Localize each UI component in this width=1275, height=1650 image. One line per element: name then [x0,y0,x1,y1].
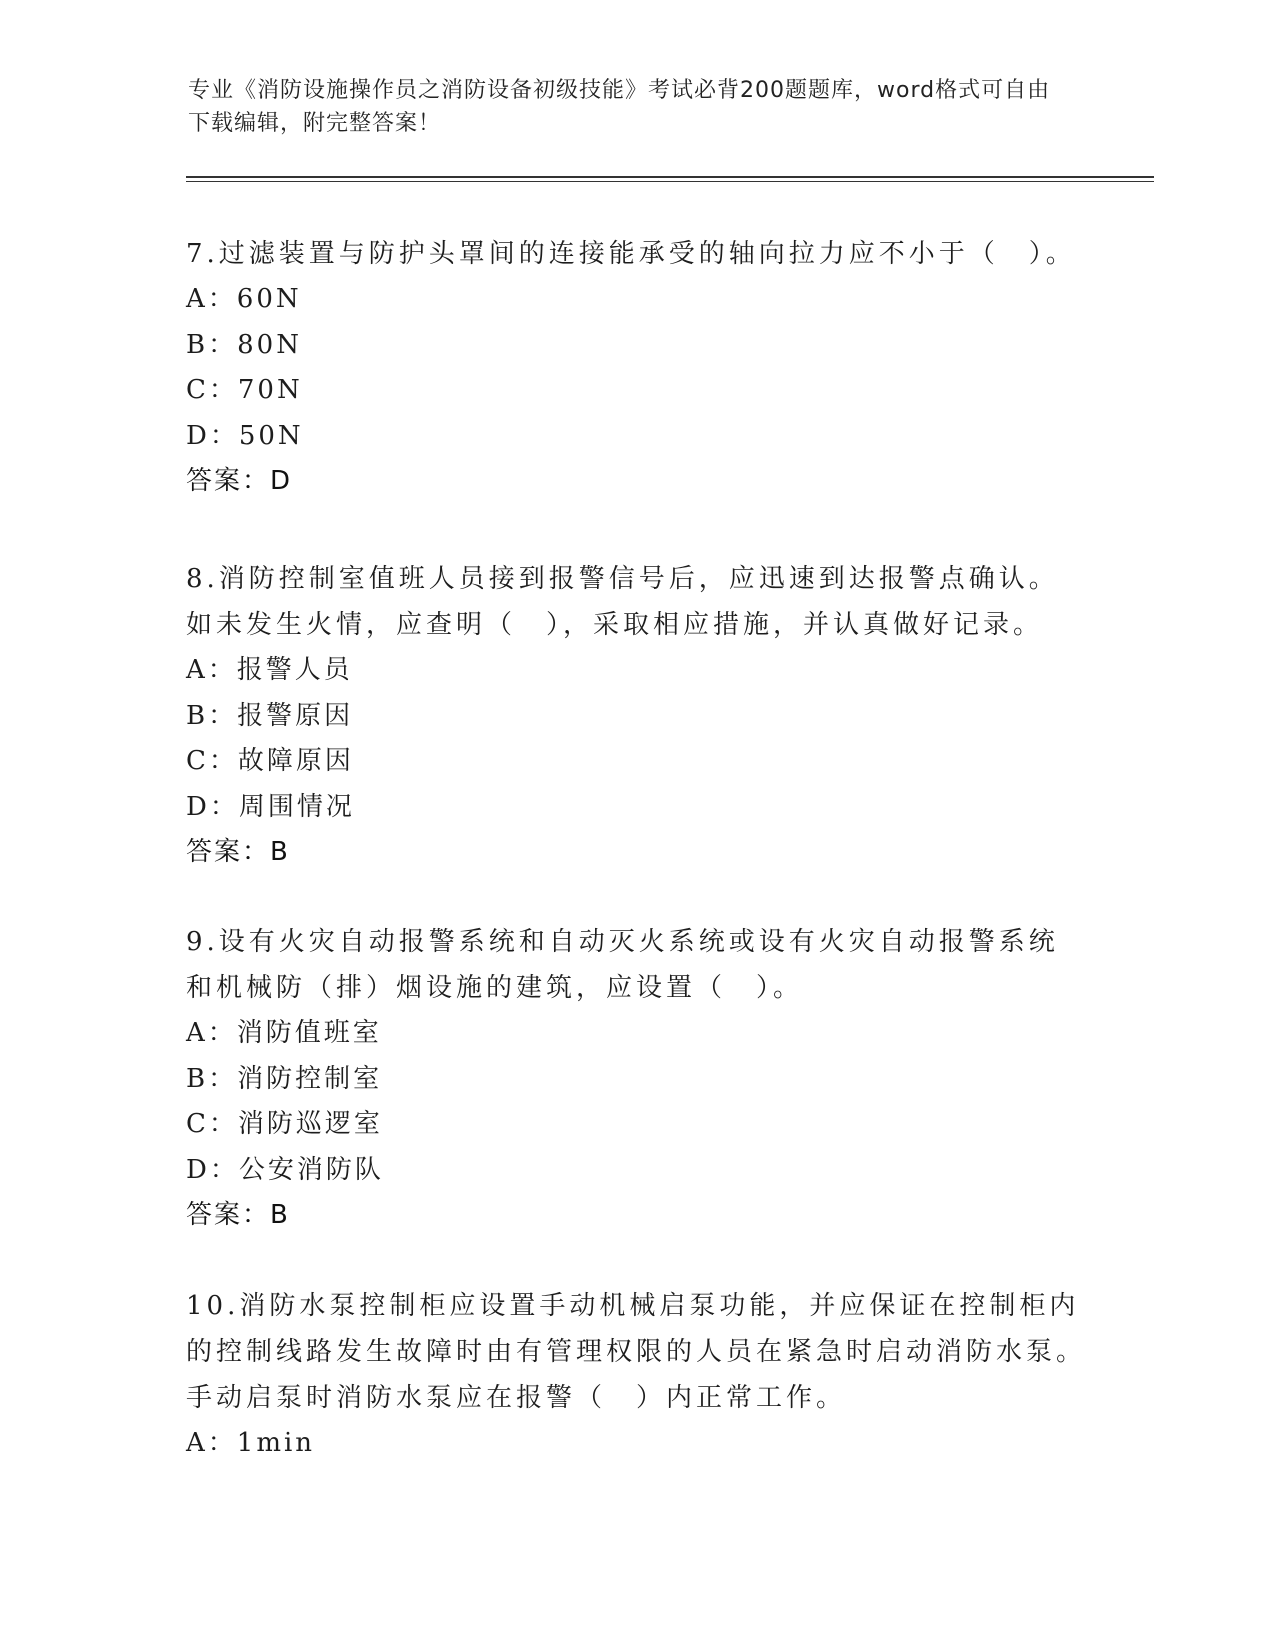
question-10 [186,1283,1086,1467]
question-stem: 10.消防水泵控制柜应设置手动机械启泵功能，并应保证在控制柜内的控制线路发生故障时由有管理权限的人员在紧急时启动消防水泵。手动启泵时消防水泵应在报警（ ）内正常工作。 [186,1291,1087,1413]
question-stem: 9.设有火灾自动报警系统和自动灭火系统或设有火灾自动报警系统和机械防（排）烟设施的建筑，应设置（ ）。 [186,927,1059,1003]
question-stem: 7.过滤装置与防护头罩间的连接能承受的轴向拉力应不小于（ ）。 [186,239,1076,269]
option-c: C：70N [186,375,303,405]
answer-line: 答案：D [186,466,293,496]
option-a: A：报警人员 [186,655,353,685]
option-d: D：公安消防队 [186,1154,384,1185]
option-a: A：消防值班室 [186,1018,382,1048]
option-c: C：消防巡逻室 [186,1109,383,1139]
option-b: B：消防控制室 [186,1063,383,1094]
question-7 [186,231,1086,503]
question-stem: 8.消防控制室值班人员接到报警信号后，应迅速到达报警点确认。如未发生火情，应查明（ ），采取相应措施，并认真做好记录。 [186,564,1059,640]
header-divider-thick [186,176,1154,178]
option-d: D：周围情况 [186,791,355,822]
document-header: 专业《消防设施操作员之消防设备初级技能》考试必背200题题库，word格式可自由下载编辑，附完整答案！ [188,78,1051,136]
header-divider-thin [186,181,1154,182]
option-c: C：故障原因 [186,746,354,776]
answer-line: 答案：B [186,1200,290,1230]
question-9 [186,919,1086,1237]
option-a: A：1min [186,1428,316,1458]
option-a: A：60N [186,284,302,314]
option-d: D：50N [186,420,304,451]
option-b: B：报警原因 [186,700,354,731]
option-b: B：80N [186,329,302,360]
question-8 [186,556,1086,874]
answer-line: 答案：B [186,837,290,867]
